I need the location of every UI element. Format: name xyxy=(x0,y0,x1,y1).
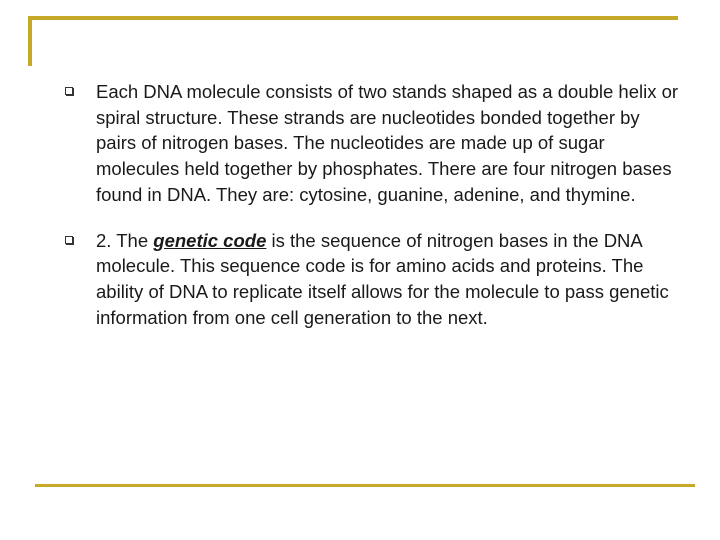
hollow-square-bullet-icon xyxy=(65,87,73,95)
bullet-text-suffix: is the sequence of nitrogen bases in the DNA molecule. This sequence code is for amino acids and proteins. The ability of DNA to replicate itself allows for the molecule to pass genetic information from one cell generation to the next. xyxy=(96,229,669,328)
bullet-text-prefix: 2. The xyxy=(96,229,154,251)
bullet-item-genetic-code xyxy=(62,228,682,331)
frame-top-border xyxy=(28,16,678,20)
genetic-code-term: genetic code xyxy=(153,229,267,251)
slide-content xyxy=(62,79,682,350)
bullet-text xyxy=(96,228,682,331)
bullet-item-dna-structure xyxy=(62,79,682,208)
hollow-square-bullet-icon xyxy=(65,236,73,244)
bullet-text: Each DNA molecule consists of two stands shaped as a double helix or spiral structure. These strands are nucleotides bonded together by pairs of nitrogen bases. The nucleotides are made up of sugar molecules held together by phosphates. There are four nitrogen bases found in DNA. They are: cytosine, guanine, adenine, and thymine. xyxy=(96,81,679,205)
frame-left-border xyxy=(28,16,32,66)
frame-bottom-border xyxy=(35,484,695,487)
